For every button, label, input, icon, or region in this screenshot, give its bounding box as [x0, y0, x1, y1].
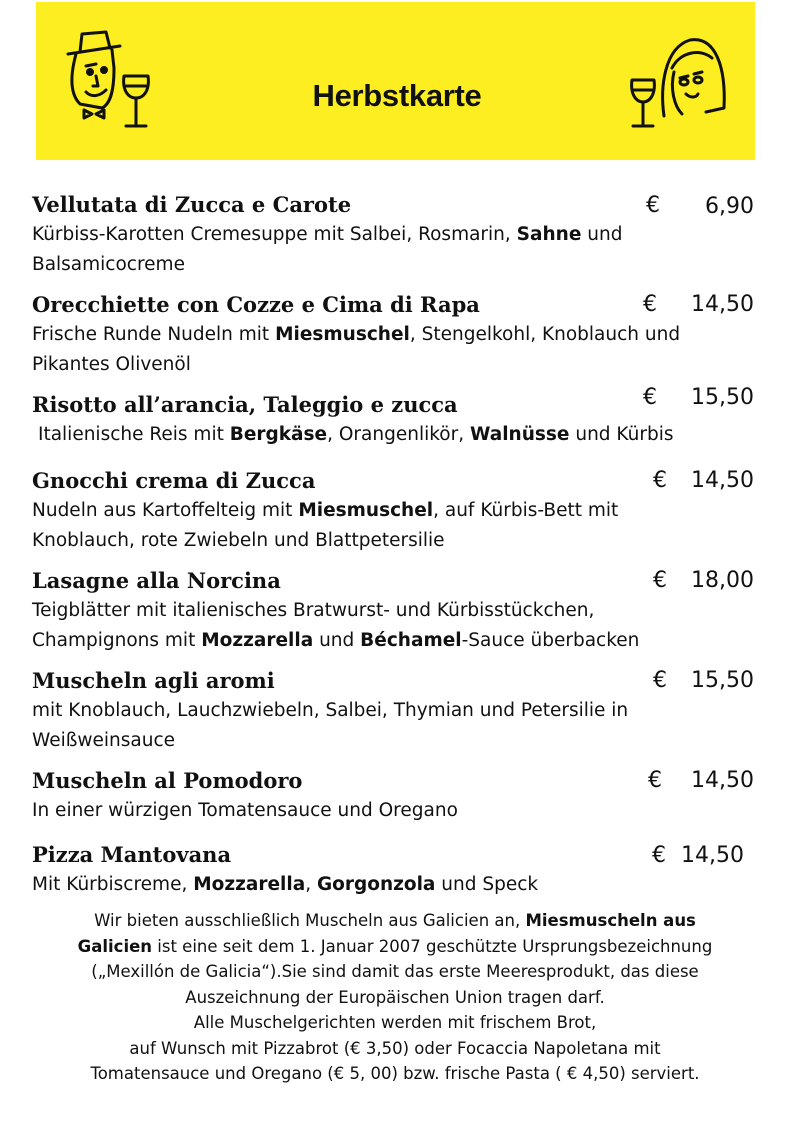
dish-name: Muscheln al Pomodoro	[32, 768, 303, 793]
dish-price: 14,50	[691, 292, 754, 317]
menu-item	[32, 567, 757, 656]
currency-symbol: €	[653, 468, 667, 493]
footer-note: Wir bieten ausschließlich Muscheln aus Galicien an, Miesmuscheln aus Galicien ist eine seit dem 1. Januar 2007 geschützte Ursprungsbezeichnung („Mexillón de Galicia“).Sie sind damit das erste Meeresprodukt, das diese Auszeichnung der Europäischen Union tragen darf. Alle Muschelgerichten werden mit frischem Brot, auf Wunsch mit Pizzabrot (€ 3,50) oder Focaccia Napoletana mit Tomatensauce und Oregano (€ 5, 00) bzw. frische Pasta ( € 4,50) serviert.	[77, 911, 713, 1083]
dish-description: Mit Kürbiscreme, Mozzarella, Gorgonzola und Speck	[32, 874, 539, 895]
menu-item	[32, 841, 757, 900]
dish-price: 15,50	[691, 668, 754, 693]
dish-description: Frische Runde Nudeln mit Miesmuschel, Stengelkohl, Knoblauch und Pikantes Olivenöl	[32, 324, 681, 375]
currency-symbol: €	[646, 193, 660, 218]
dish-description: Nudeln aus Kartoffelteig mit Miesmuschel, auf Kürbis-Bett mit Knoblauch, rote Zwiebeln und Blattpetersilie	[32, 500, 619, 551]
menu-item	[32, 667, 757, 756]
dish-description: Teigblätter mit italienisches Bratwurst- und Kürbisstückchen, Champignons mit Mozzarella und Béchamel-Sauce überbacken	[32, 600, 640, 651]
dish-name: Vellutata di Zucca e Carote	[32, 192, 352, 217]
dish-price: 15,50	[691, 385, 754, 410]
currency-symbol: €	[648, 768, 662, 793]
menu-title: Herbstkarte	[312, 78, 482, 113]
currency-symbol: €	[643, 292, 657, 317]
dish-description: Kürbiss-Karotten Cremesuppe mit Salbei, Rosmarin, Sahne und Balsamicocreme	[32, 224, 623, 275]
menu-item	[32, 467, 757, 556]
dish-name: Pizza Mantovana	[32, 842, 232, 867]
man-with-hat-and-wine-glass-icon	[56, 28, 166, 138]
dish-price: 14,50	[681, 843, 744, 868]
dish-description: Italienische Reis mit Bergkäse, Orangenlikör, Walnüsse und Kürbis	[38, 424, 674, 445]
currency-symbol: €	[653, 668, 667, 693]
dish-name: Risotto all’arancia, Taleggio e zucca	[32, 392, 458, 417]
woman-with-wine-glass-icon	[620, 28, 735, 138]
dish-price: 14,50	[691, 768, 754, 793]
currency-symbol: €	[653, 568, 667, 593]
dish-name: Lasagne alla Norcina	[32, 568, 281, 593]
dish-price: 18,00	[691, 568, 754, 593]
dish-description: In einer würzigen Tomatensauce und Oregano	[32, 800, 458, 821]
dish-price: 6,90	[705, 194, 754, 219]
dish-price: 14,50	[691, 468, 754, 493]
dish-name: Muscheln agli aromi	[32, 668, 275, 693]
dish-description: mit Knoblauch, Lauchzwiebeln, Salbei, Thymian und Petersilie in Weißweinsauce	[32, 700, 629, 751]
currency-symbol: €	[652, 843, 666, 868]
dish-name: Orecchiette con Cozze e Cima di Rapa	[32, 292, 480, 317]
dish-name: Gnocchi crema di Zucca	[32, 468, 316, 493]
currency-symbol: €	[643, 385, 657, 410]
